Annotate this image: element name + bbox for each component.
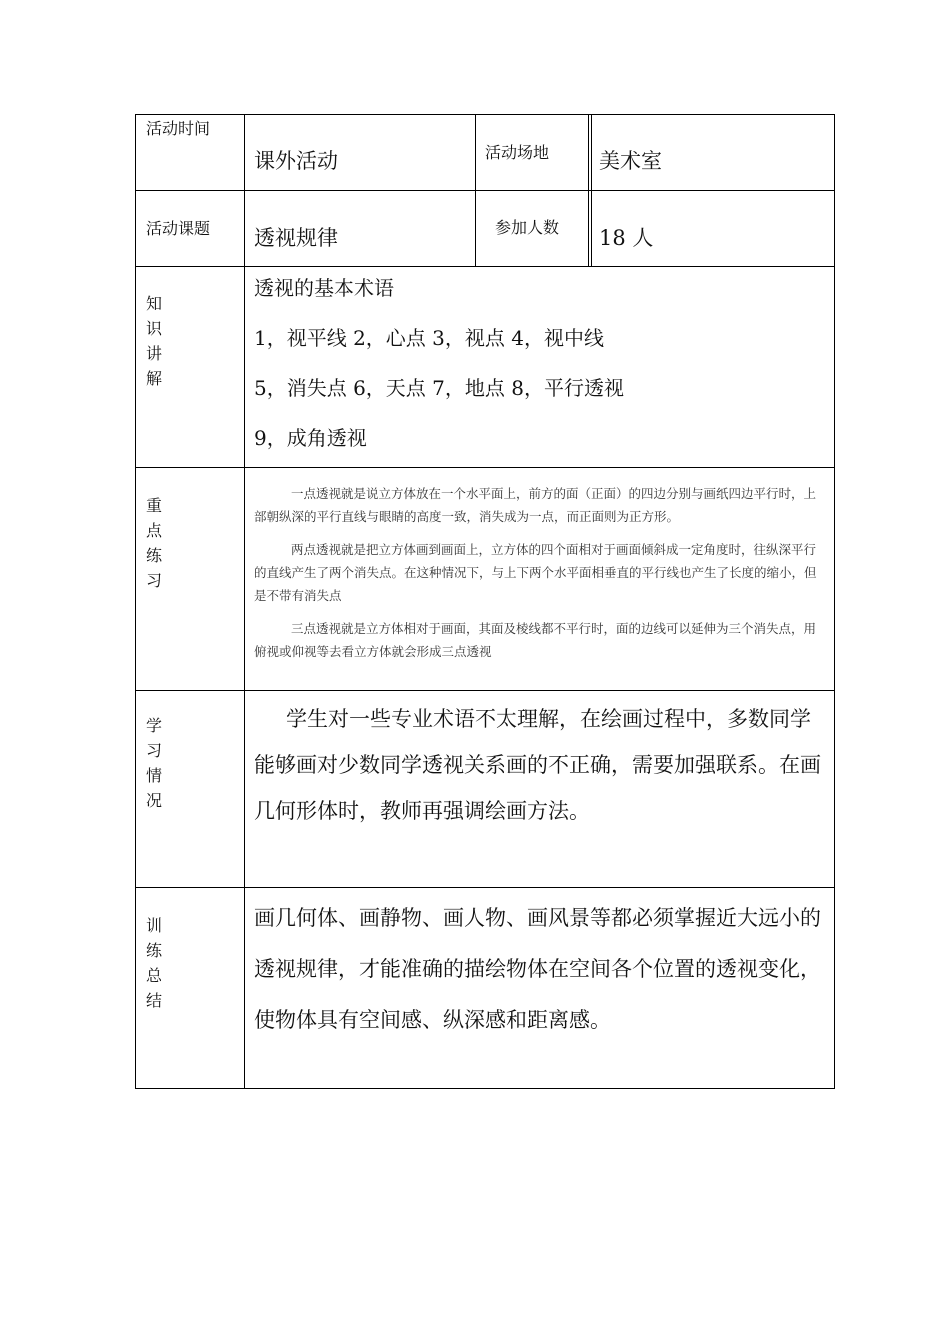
practice-label: 重点练习 [146,496,163,590]
knowledge-label: 知识讲解 [146,294,163,388]
practice-paragraph: 三点透视就是立方体相对于画面，其面及棱线都不平行时，面的边线可以延伸为三个消失点，用俯视或仰视等去看立方体就会形成三点透视 [254,621,817,659]
place-value: 美术室 [599,149,662,173]
activity-record-table [135,114,835,1089]
time-value: 课外活动 [254,149,338,173]
study-content [254,696,828,834]
row-divider [136,190,834,191]
knowledge-content [254,275,824,451]
time-label: 活动时间 [146,119,211,138]
row-divider [136,690,834,691]
summary-label: 训练总结 [146,916,163,1010]
practice-paragraph: 一点透视就是说立方体放在一个水平面上，前方的面（正面）的四边分别与画纸四边平行时，上部朝纵深的平行直线与眼睛的高度一致，消失成为一点，而正面则为正方形。 [254,486,817,524]
count-label: 参加人数 [495,218,560,237]
practice-content [254,482,826,673]
topic-value: 透视规律 [254,226,338,250]
column-divider-double [591,115,592,266]
summary-text: 画几何体、画静物、画人物、画风景等都必须掌握近大远小的透视规律，才能准确的描绘物体在空间各个位置的透视变化，使物体具有空间感、纵深感和距离感。 [254,906,821,1032]
count-value: 18 人 [599,226,654,250]
row-divider [136,266,834,267]
place-label: 活动场地 [485,143,550,162]
column-divider [475,115,476,266]
knowledge-line: 5，消失点 6，天点 7，地点 8，平行透视 [254,376,624,400]
row-divider [136,467,834,468]
study-text: 学生对一些专业术语不太理解，在绘画过程中，多数同学能够画对少数同学透视关系画的不正确，需要加强联系。在画几何形体时，教师再强调绘画方法。 [254,707,821,823]
knowledge-line: 1，视平线 2，心点 3，视点 4，视中线 [254,326,604,350]
knowledge-line: 9，成角透视 [254,426,367,450]
practice-paragraph: 两点透视就是把立方体画到画面上，立方体的四个面相对于画面倾斜成一定角度时，往纵深平行的直线产生了两个消失点。在这种情况下，与上下两个水平面相垂直的平行线也产生了长度的缩小，但是不带有消失点 [254,542,817,603]
study-label: 学习情况 [146,716,163,810]
knowledge-line: 透视的基本术语 [254,276,394,300]
topic-label: 活动课题 [146,219,211,238]
label-column-divider [244,115,245,1089]
row-divider [136,887,834,888]
column-divider [588,115,589,266]
summary-content [254,893,828,1046]
